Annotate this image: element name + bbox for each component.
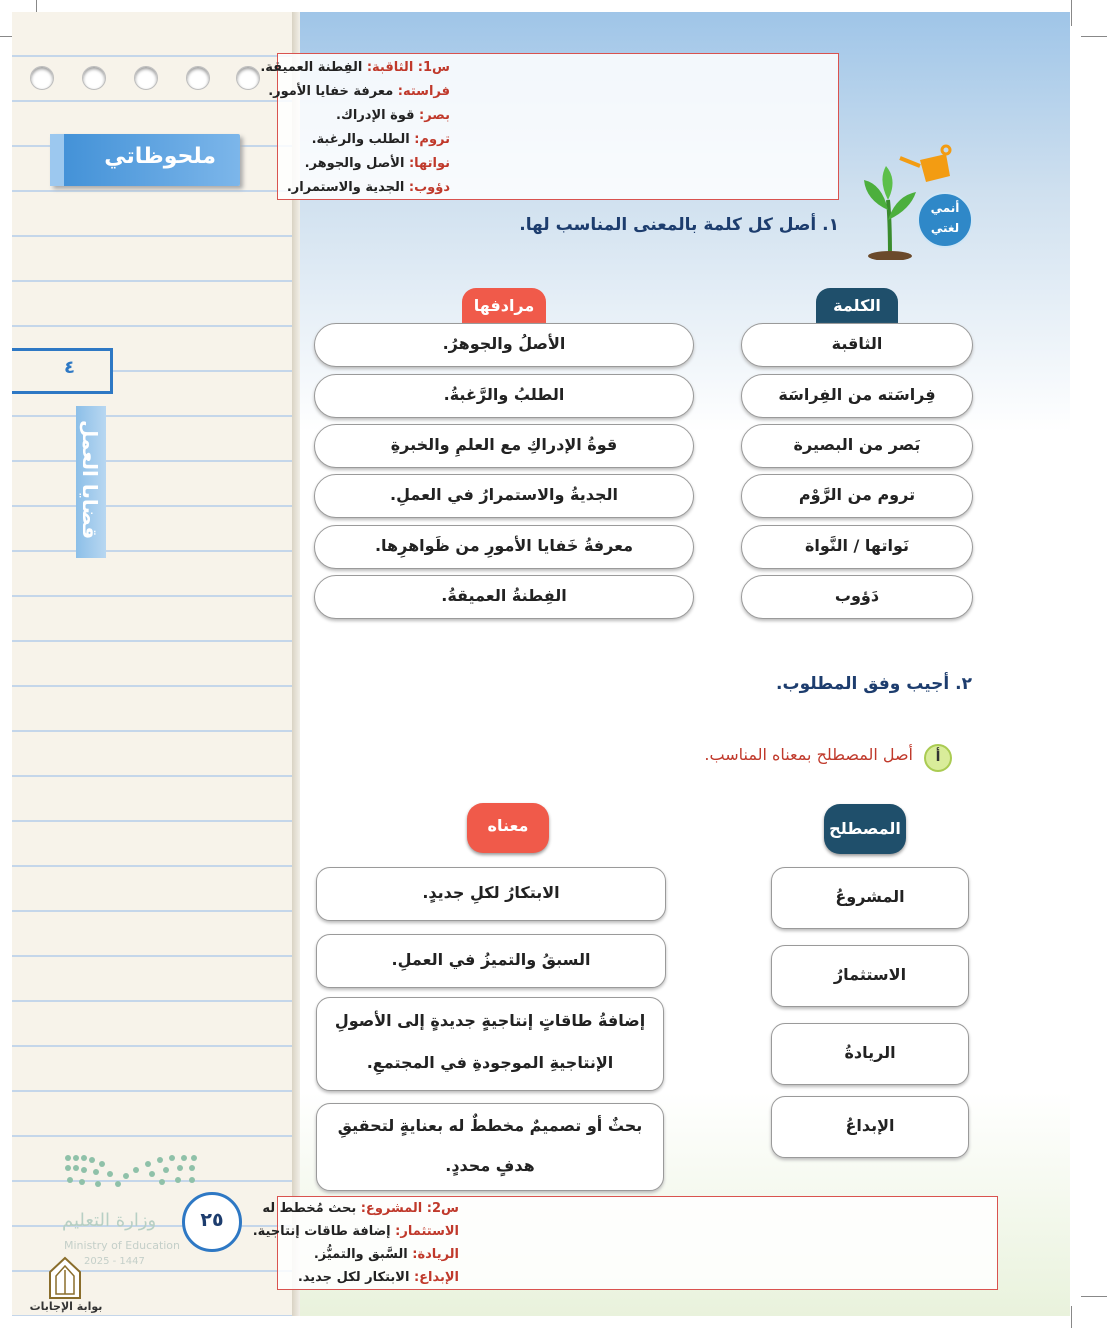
crop-mark <box>1081 1296 1107 1297</box>
term-meaning-text: هدفٍ محددٍ. <box>445 1156 535 1175</box>
meaning-item[interactable]: قوةُ الإدراكِ مع العلمِ والخبرةِ <box>314 424 694 468</box>
answer-line: بصر: قوة الإدراك. <box>336 108 450 123</box>
term-item[interactable]: الريادةُ <box>771 1023 969 1085</box>
binder-ring <box>82 66 106 90</box>
binder-ring <box>30 66 54 90</box>
crop-mark <box>1071 0 1072 26</box>
binder-ring <box>134 66 158 90</box>
answer-line: نواتها: الأصل والجوهر. <box>304 156 450 171</box>
sub-question-marker: أ <box>924 744 952 772</box>
word-item[interactable]: فِراسَته من الفِراسَة <box>741 374 973 418</box>
notes-panel-edge <box>292 12 300 1316</box>
notes-tab <box>50 134 240 186</box>
language-badge <box>917 192 973 248</box>
term-meaning-text: السبقُ والتميزُ في العملِ. <box>391 950 591 969</box>
word-item[interactable]: تروم من الرَّوْم <box>741 474 973 518</box>
term-meaning-text: الابتكارُ لكلِ جديدٍ. <box>422 883 560 902</box>
word-item[interactable]: نَواتها / النَّواة <box>741 525 973 569</box>
answer-box-1 <box>260 53 839 200</box>
answer-line: س2: المشروع: بحث مُخطط له <box>262 1201 459 1216</box>
portal-logo-icon <box>44 1256 86 1300</box>
answer-line: تروم: الطلب والرغبة. <box>311 132 450 147</box>
words-header: الكلمة <box>816 288 898 324</box>
answer-line: الريادة: السَّبق والتميُّز. <box>313 1247 459 1262</box>
question-2-title: ٢. أجيب وفق المطلوب. <box>776 674 972 694</box>
meaning-item[interactable]: الجديةُ والاستمرارُ في العملِ. <box>314 474 694 518</box>
word-item[interactable]: دَؤوب <box>741 575 973 619</box>
notes-panel <box>12 12 294 1316</box>
ministry-year: 2025 - 1447 <box>84 1256 145 1267</box>
meaning-item[interactable]: الطلبُ والرَّغبةُ. <box>314 374 694 418</box>
binder-ring <box>236 66 260 90</box>
sub-question-title: أصل المصطلح بمعناه المناسب. <box>704 745 913 764</box>
meanings-header: مرادفها <box>462 288 546 324</box>
terms-header: المصطلح <box>824 804 906 854</box>
answer-line: الاستثمار: إضافة طاقات إنتاجية. <box>252 1224 459 1239</box>
answer-line: فراسته: معرفة خفايا الأمور. <box>268 84 450 99</box>
unit-title-tab <box>76 406 106 558</box>
term-meaning-text: الإنتاجيةِ الموجودةِ في المجتمعِ. <box>366 1053 614 1072</box>
word-item[interactable]: بَصر من البصيرة <box>741 424 973 468</box>
term-meaning-item[interactable] <box>316 934 666 988</box>
term-meanings-header: معناه <box>467 803 549 853</box>
binder-ring <box>186 66 210 90</box>
badge-line-2: لغتي <box>930 221 960 235</box>
badge-line-1: أنمي <box>930 201 960 215</box>
question-1-title: ١. أصل كل كلمة بالمعنى المناسب لها. <box>519 215 839 235</box>
ministry-name-ar: وزارة التعليم <box>62 1210 157 1231</box>
term-meaning-item[interactable] <box>316 867 666 921</box>
unit-title: قضايا العمل <box>78 420 102 540</box>
term-meaning-text: إضافةُ طاقاتٍ إنتاجيةٍ جديدةٍ إلى الأصولِ <box>334 1011 646 1030</box>
answer-box-2 <box>252 1196 998 1290</box>
answer-line: دؤوب: الجدية والاستمرار. <box>286 180 450 195</box>
ministry-logo-dots <box>62 1150 202 1194</box>
term-meaning-item[interactable] <box>316 1103 664 1191</box>
term-item[interactable]: الاستثمارُ <box>771 945 969 1007</box>
portal-name: بوابة الإجابات <box>29 1300 103 1313</box>
unit-number-box <box>12 348 113 394</box>
unit-number: ٤ <box>64 357 75 378</box>
crop-mark <box>1071 1306 1072 1328</box>
term-item[interactable]: المشروعُ <box>771 867 969 929</box>
term-meaning-item[interactable] <box>316 997 664 1091</box>
notes-label: ملحوظاتي <box>104 144 216 169</box>
term-item[interactable]: الإبداعُ <box>771 1096 969 1158</box>
page-number-circle <box>182 1192 242 1252</box>
crop-mark <box>1081 36 1107 37</box>
ministry-name-en: Ministry of Education <box>64 1239 181 1252</box>
meaning-item[interactable]: الأصلُ والجوهرُ. <box>314 323 694 367</box>
meaning-item[interactable]: الفِطنةُ العميقةُ. <box>314 575 694 619</box>
meaning-item[interactable]: معرفةُ خَفايا الأمورِ من ظَواهرِها. <box>314 525 694 569</box>
term-meaning-text: بحثٌ أو تصميمٌ مخططٌ له بعنايةٍ لتحقيقِ <box>337 1116 643 1135</box>
answer-line: س1: الثاقبة: الفِطنة العميقة. <box>260 60 450 75</box>
word-item[interactable]: الثاقبة <box>741 323 973 367</box>
page-number: ٢٥ <box>200 1209 224 1231</box>
answer-line: الإبداع: الابتكار لكل جديد. <box>297 1270 459 1285</box>
